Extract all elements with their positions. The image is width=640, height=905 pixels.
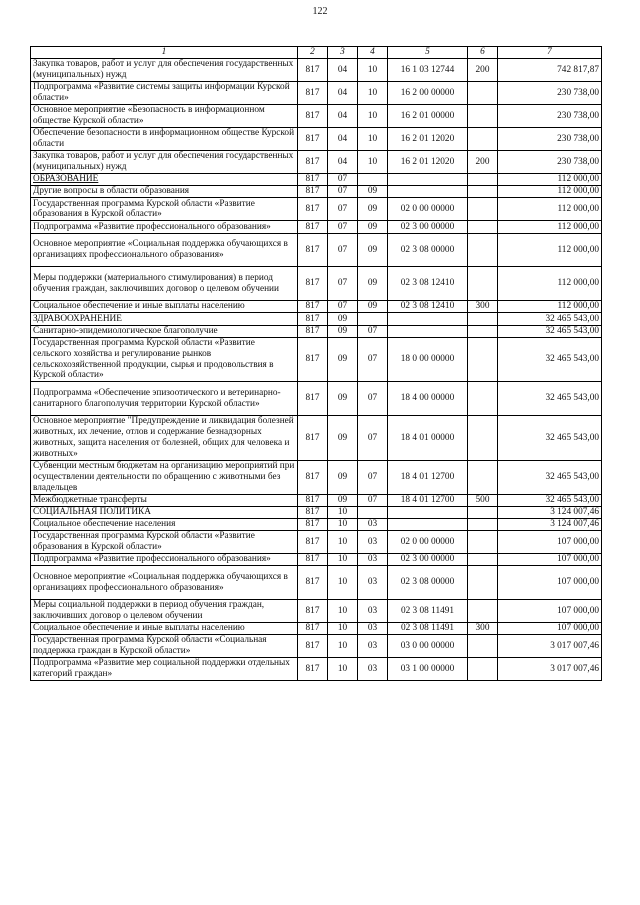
- row-name: Основное мероприятие "Предупреждение и ликвидация болезней животных, их лечение, отлов и содержание безнадзорных животных, защита населения от болезней, общих для человека и животных»: [31, 416, 298, 461]
- table-row: [31, 460, 602, 494]
- row-section: 09: [328, 416, 358, 461]
- row-target-article: 18 0 00 00000: [388, 337, 468, 382]
- row-ministry-code: 817: [298, 128, 328, 151]
- row-section: 10: [328, 531, 358, 554]
- table-row: [31, 313, 602, 325]
- row-section: 07: [328, 301, 358, 313]
- row-ministry-code: 817: [298, 59, 328, 82]
- row-amount: 230 738,00: [498, 128, 602, 151]
- row-amount: 112 000,00: [498, 221, 602, 233]
- row-subsection: 07: [358, 460, 388, 494]
- row-subsection: 03: [358, 600, 388, 623]
- row-subsection: 03: [358, 554, 388, 566]
- row-section: 04: [328, 151, 358, 174]
- row-ministry-code: 817: [298, 337, 328, 382]
- column-number: 1: [31, 47, 298, 59]
- row-target-article: 16 2 01 12020: [388, 128, 468, 151]
- row-name: Закупка товаров, работ и услуг для обеспечения государственных (муниципальных) нужд: [31, 59, 298, 82]
- column-number: 4: [358, 47, 388, 59]
- row-section: 10: [328, 518, 358, 530]
- table-row: [31, 635, 602, 658]
- row-subsection: 03: [358, 518, 388, 530]
- row-section: 09: [328, 460, 358, 494]
- row-name: ЗДРАВООХРАНЕНИЕ: [31, 313, 298, 325]
- row-section: 10: [328, 566, 358, 600]
- row-name: Социальное обеспечение и иные выплаты населению: [31, 623, 298, 635]
- table-row: [31, 267, 602, 301]
- row-expense-type: 300: [468, 301, 498, 313]
- row-amount: 230 738,00: [498, 105, 602, 128]
- table-row: [31, 59, 602, 82]
- row-ministry-code: 817: [298, 301, 328, 313]
- row-expense-type: [468, 416, 498, 461]
- row-ministry-code: 817: [298, 623, 328, 635]
- row-subsection: 09: [358, 301, 388, 313]
- row-subsection: 03: [358, 658, 388, 681]
- row-name: Государственная программа Курской области «Развитие образования в Курской области»: [31, 531, 298, 554]
- table-row: [31, 566, 602, 600]
- table-row: [31, 128, 602, 151]
- row-section: 04: [328, 82, 358, 105]
- table-row: [31, 658, 602, 681]
- row-target-article: [388, 506, 468, 518]
- row-subsection: 03: [358, 566, 388, 600]
- column-number-row: [31, 47, 602, 59]
- row-target-article: 03 1 00 00000: [388, 658, 468, 681]
- row-expense-type: [468, 325, 498, 337]
- row-subsection: 07: [358, 416, 388, 461]
- row-expense-type: [468, 566, 498, 600]
- row-section: 10: [328, 506, 358, 518]
- row-ministry-code: 817: [298, 313, 328, 325]
- table-row: [31, 221, 602, 233]
- row-expense-type: [468, 518, 498, 530]
- row-target-article: [388, 313, 468, 325]
- row-expense-type: [468, 382, 498, 416]
- row-subsection: 09: [358, 186, 388, 198]
- row-amount: 32 465 543,00: [498, 494, 602, 506]
- row-expense-type: [468, 267, 498, 301]
- row-name: Подпрограмма «Обеспечение эпизоотического и ветеринарно-санитарного благополучия территории Курской области»: [31, 382, 298, 416]
- row-expense-type: [468, 658, 498, 681]
- row-name: Подпрограмма «Развитие системы защиты информации Курской области»: [31, 82, 298, 105]
- column-number: 7: [498, 47, 602, 59]
- row-name: Основное мероприятие «Социальная поддержка обучающихся в организациях профессионального образования»: [31, 233, 298, 267]
- row-ministry-code: 817: [298, 151, 328, 174]
- row-ministry-code: 817: [298, 198, 328, 221]
- row-target-article: [388, 325, 468, 337]
- row-subsection: 07: [358, 325, 388, 337]
- row-expense-type: [468, 313, 498, 325]
- row-ministry-code: 817: [298, 518, 328, 530]
- row-ministry-code: 817: [298, 566, 328, 600]
- row-name: Государственная программа Курской области «Развитие сельского хозяйства и регулирование рынков сельскохозяйственной продукции, сырья и продовольствия в Курской области»: [31, 337, 298, 382]
- row-name: Другие вопросы в области образования: [31, 186, 298, 198]
- table-row: [31, 174, 602, 186]
- row-target-article: 02 3 08 11491: [388, 623, 468, 635]
- row-amount: 32 465 543,00: [498, 325, 602, 337]
- row-name: Социальное обеспечение и иные выплаты населению: [31, 301, 298, 313]
- row-subsection: 09: [358, 233, 388, 267]
- row-amount: 32 465 543,00: [498, 416, 602, 461]
- table-row: [31, 105, 602, 128]
- row-name: Подпрограмма «Развитие профессионального образования»: [31, 221, 298, 233]
- row-target-article: 02 0 00 00000: [388, 531, 468, 554]
- row-target-article: 02 3 08 12410: [388, 301, 468, 313]
- row-section: 09: [328, 313, 358, 325]
- row-expense-type: [468, 554, 498, 566]
- row-section: 09: [328, 494, 358, 506]
- column-number: 6: [468, 47, 498, 59]
- table-row: [31, 198, 602, 221]
- row-amount: 32 465 543,00: [498, 313, 602, 325]
- row-target-article: 16 2 01 00000: [388, 105, 468, 128]
- row-ministry-code: 817: [298, 267, 328, 301]
- row-expense-type: 200: [468, 151, 498, 174]
- row-expense-type: [468, 531, 498, 554]
- row-expense-type: 500: [468, 494, 498, 506]
- column-number: 2: [298, 47, 328, 59]
- row-target-article: 02 3 00 00000: [388, 554, 468, 566]
- row-subsection: 07: [358, 337, 388, 382]
- row-ministry-code: 817: [298, 325, 328, 337]
- row-amount: 107 000,00: [498, 600, 602, 623]
- row-amount: 107 000,00: [498, 531, 602, 554]
- row-target-article: 18 4 01 12700: [388, 494, 468, 506]
- row-target-article: [388, 186, 468, 198]
- row-section: 07: [328, 267, 358, 301]
- row-amount: 742 817,87: [498, 59, 602, 82]
- row-name: Государственная программа Курской области «Социальная поддержка граждан в Курской области»: [31, 635, 298, 658]
- column-number: 5: [388, 47, 468, 59]
- row-ministry-code: 817: [298, 382, 328, 416]
- row-name: Подпрограмма «Развитие профессионального образования»: [31, 554, 298, 566]
- row-expense-type: 200: [468, 59, 498, 82]
- row-amount: 32 465 543,00: [498, 460, 602, 494]
- row-ministry-code: 817: [298, 233, 328, 267]
- row-target-article: 16 2 00 00000: [388, 82, 468, 105]
- table-row: [31, 623, 602, 635]
- budget-table: [30, 46, 602, 681]
- row-target-article: 18 4 01 00000: [388, 416, 468, 461]
- row-expense-type: [468, 635, 498, 658]
- row-amount: 107 000,00: [498, 566, 602, 600]
- row-subsection: 07: [358, 494, 388, 506]
- row-amount: 112 000,00: [498, 267, 602, 301]
- row-name: Меры поддержки (материального стимулирования) в период обучения граждан, заключивших договор о целевом обучении: [31, 267, 298, 301]
- row-section: 10: [328, 600, 358, 623]
- table-row: [31, 337, 602, 382]
- row-ministry-code: 817: [298, 186, 328, 198]
- table-row: [31, 531, 602, 554]
- row-ministry-code: 817: [298, 494, 328, 506]
- row-target-article: [388, 174, 468, 186]
- row-target-article: 02 3 08 12410: [388, 267, 468, 301]
- row-expense-type: [468, 174, 498, 186]
- row-subsection: 09: [358, 267, 388, 301]
- row-amount: 230 738,00: [498, 82, 602, 105]
- row-amount: 230 738,00: [498, 151, 602, 174]
- table-row: [31, 554, 602, 566]
- row-target-article: 02 3 08 00000: [388, 233, 468, 267]
- row-name: Основное мероприятие «Социальная поддержка обучающихся в организациях профессионального образования»: [31, 566, 298, 600]
- row-amount: 112 000,00: [498, 301, 602, 313]
- row-target-article: 16 2 01 12020: [388, 151, 468, 174]
- row-ministry-code: 817: [298, 460, 328, 494]
- table-row: [31, 518, 602, 530]
- row-ministry-code: 817: [298, 506, 328, 518]
- row-expense-type: [468, 198, 498, 221]
- row-target-article: 18 4 00 00000: [388, 382, 468, 416]
- table-row: [31, 416, 602, 461]
- row-expense-type: [468, 221, 498, 233]
- row-ministry-code: 817: [298, 82, 328, 105]
- row-section: 07: [328, 233, 358, 267]
- row-name: Меры социальной поддержки в период обучения граждан, заключивших договор о целевом обучении: [31, 600, 298, 623]
- row-section: 04: [328, 105, 358, 128]
- row-subsection: 10: [358, 59, 388, 82]
- row-section: 07: [328, 198, 358, 221]
- row-section: 07: [328, 186, 358, 198]
- row-expense-type: [468, 233, 498, 267]
- table-row: [31, 494, 602, 506]
- row-section: 04: [328, 59, 358, 82]
- row-section: 10: [328, 554, 358, 566]
- table-row: [31, 301, 602, 313]
- table-row: [31, 325, 602, 337]
- row-amount: 3 124 007,46: [498, 518, 602, 530]
- row-target-article: 02 3 00 00000: [388, 221, 468, 233]
- row-amount: 32 465 543,00: [498, 382, 602, 416]
- row-subsection: 10: [358, 128, 388, 151]
- row-amount: 112 000,00: [498, 198, 602, 221]
- row-subsection: 10: [358, 151, 388, 174]
- row-amount: 3 017 007,46: [498, 658, 602, 681]
- row-target-article: 02 3 08 11491: [388, 600, 468, 623]
- row-amount: 112 000,00: [498, 233, 602, 267]
- row-expense-type: [468, 105, 498, 128]
- row-name: СОЦИАЛЬНАЯ ПОЛИТИКА: [31, 506, 298, 518]
- row-name: Санитарно-эпидемиологическое благополучие: [31, 325, 298, 337]
- row-subsection: [358, 313, 388, 325]
- row-expense-type: [468, 460, 498, 494]
- row-section: 09: [328, 325, 358, 337]
- row-target-article: 18 4 01 12700: [388, 460, 468, 494]
- row-amount: 107 000,00: [498, 623, 602, 635]
- row-expense-type: [468, 82, 498, 105]
- row-target-article: 16 1 03 12744: [388, 59, 468, 82]
- row-name: Обеспечение безопасности в информационном обществе Курской области: [31, 128, 298, 151]
- table-row: [31, 82, 602, 105]
- row-section: 10: [328, 623, 358, 635]
- row-amount: 112 000,00: [498, 174, 602, 186]
- row-subsection: 03: [358, 531, 388, 554]
- row-amount: 3 124 007,46: [498, 506, 602, 518]
- row-name: Подпрограмма «Развитие мер социальной поддержки отдельных категорий граждан»: [31, 658, 298, 681]
- row-ministry-code: 817: [298, 658, 328, 681]
- table-row: [31, 382, 602, 416]
- row-target-article: 02 3 08 00000: [388, 566, 468, 600]
- row-section: 07: [328, 221, 358, 233]
- table-body: [31, 59, 602, 681]
- row-amount: 32 465 543,00: [498, 337, 602, 382]
- row-ministry-code: 817: [298, 105, 328, 128]
- table-row: [31, 151, 602, 174]
- row-subsection: 09: [358, 198, 388, 221]
- row-expense-type: [468, 128, 498, 151]
- row-subsection: [358, 174, 388, 186]
- row-amount: 107 000,00: [498, 554, 602, 566]
- row-subsection: 10: [358, 82, 388, 105]
- row-name: Закупка товаров, работ и услуг для обеспечения государственных (муниципальных) нужд: [31, 151, 298, 174]
- column-number: 3: [328, 47, 358, 59]
- row-name: Межбюджетные трансферты: [31, 494, 298, 506]
- row-section: 07: [328, 174, 358, 186]
- row-ministry-code: 817: [298, 635, 328, 658]
- row-target-article: 02 0 00 00000: [388, 198, 468, 221]
- row-subsection: 10: [358, 105, 388, 128]
- row-ministry-code: 817: [298, 600, 328, 623]
- row-section: 10: [328, 635, 358, 658]
- row-name: Государственная программа Курской области «Развитие образования в Курской области»: [31, 198, 298, 221]
- table-row: [31, 233, 602, 267]
- row-ministry-code: 817: [298, 174, 328, 186]
- row-target-article: 03 0 00 00000: [388, 635, 468, 658]
- row-ministry-code: 817: [298, 416, 328, 461]
- row-subsection: 03: [358, 635, 388, 658]
- row-section: 04: [328, 128, 358, 151]
- row-expense-type: [468, 506, 498, 518]
- row-expense-type: 300: [468, 623, 498, 635]
- row-ministry-code: 817: [298, 221, 328, 233]
- table-row: [31, 600, 602, 623]
- row-subsection: 07: [358, 382, 388, 416]
- row-amount: 112 000,00: [498, 186, 602, 198]
- row-target-article: [388, 518, 468, 530]
- row-ministry-code: 817: [298, 531, 328, 554]
- page-number: 122: [312, 6, 328, 17]
- table-row: [31, 506, 602, 518]
- row-expense-type: [468, 600, 498, 623]
- row-name: Основное мероприятие «Безопасность в информационном обществе Курской области»: [31, 105, 298, 128]
- table-row: [31, 186, 602, 198]
- row-section: 09: [328, 337, 358, 382]
- row-amount: 3 017 007,46: [498, 635, 602, 658]
- row-ministry-code: 817: [298, 554, 328, 566]
- row-subsection: 09: [358, 221, 388, 233]
- row-subsection: 03: [358, 623, 388, 635]
- row-expense-type: [468, 337, 498, 382]
- row-expense-type: [468, 186, 498, 198]
- row-name: Субвенции местным бюджетам на организацию мероприятий при осуществлении деятельности по обращению с животными без владельцев: [31, 460, 298, 494]
- row-section: 10: [328, 658, 358, 681]
- row-section: 09: [328, 382, 358, 416]
- row-name: Социальное обеспечение населения: [31, 518, 298, 530]
- row-subsection: [358, 506, 388, 518]
- row-name: ОБРАЗОВАНИЕ: [31, 174, 298, 186]
